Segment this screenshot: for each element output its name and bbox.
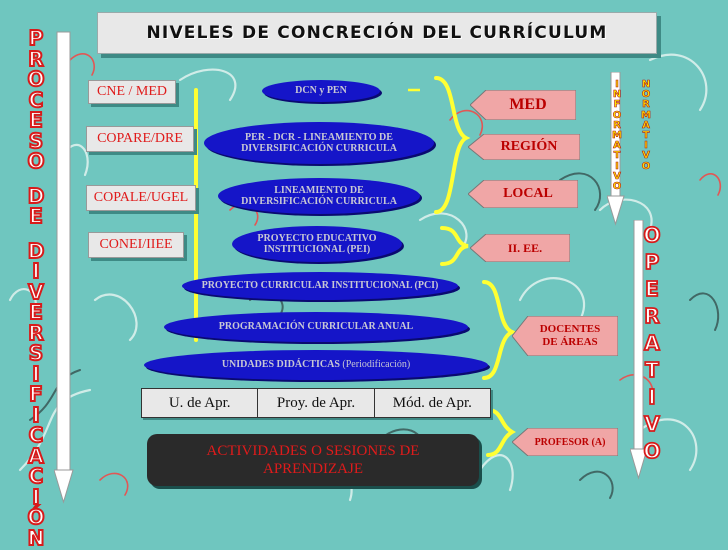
informativo-label: I N F O R M A T I V O	[612, 79, 622, 193]
level-programacion-anual: PROGRAMACIÓN CURRICULAR ANUAL	[164, 312, 468, 342]
label-med: MED	[470, 90, 576, 120]
level-lineamiento: LINEAMIENTO DE DIVERSIFICACIÓN CURRICULA	[218, 178, 420, 214]
activities-box: ACTIVIDADES O SESIONES DE APRENDIZAJE	[147, 434, 479, 486]
label-conei-iiee: CONEI/IIEE	[88, 232, 184, 258]
title-bar	[97, 12, 657, 54]
side-title-vertical: P R O C E S O D E D I V E R S I F I C A C I Ó N	[27, 26, 45, 550]
unit-unidad-aprendizaje: U. de Apr.	[142, 389, 258, 417]
units-row	[141, 388, 491, 418]
label-profesor: PROFESOR (A)	[512, 428, 618, 456]
unit-proyecto-aprendizaje: Proy. de Apr.	[258, 389, 374, 417]
label-region: REGIÓN	[468, 134, 580, 160]
label-copale-ugel: COPALE/UGEL	[86, 185, 196, 211]
label-iiee: II. EE.	[470, 234, 570, 262]
level-pei: PROYECTO EDUCATIVO INSTITUCIONAL (PEI)	[232, 226, 402, 262]
unit-modulo-aprendizaje: Mód. de Apr.	[392, 394, 472, 411]
normativo-label: N O R M A T I V O	[641, 79, 651, 172]
label-local: LOCAL	[468, 180, 578, 208]
level-per-dcr: PER - DCR - LINEAMIENTO DE DIVERSIFICACIÓN CURRICULA	[204, 122, 434, 164]
page-title: NIVELES DE CONCRECIÓN DEL CURRÍCULUM	[146, 23, 608, 43]
level-dcn-pen: DCN y PEN	[262, 80, 380, 102]
label-docentes-areas: DOCENTES DE ÁREAS	[512, 316, 618, 356]
level-unidades-didacticas: UNIDADES DIDÁCTICAS (Periodificación)	[144, 350, 488, 380]
label-copare-dre: COPARE/DRE	[86, 126, 194, 152]
label-cne-med: CNE / MED	[88, 80, 176, 104]
operativo-label: O P E R A T I V O	[643, 223, 661, 463]
level-pci: PROYECTO CURRICULAR INSTITUCIONAL (PCI)	[182, 272, 458, 300]
